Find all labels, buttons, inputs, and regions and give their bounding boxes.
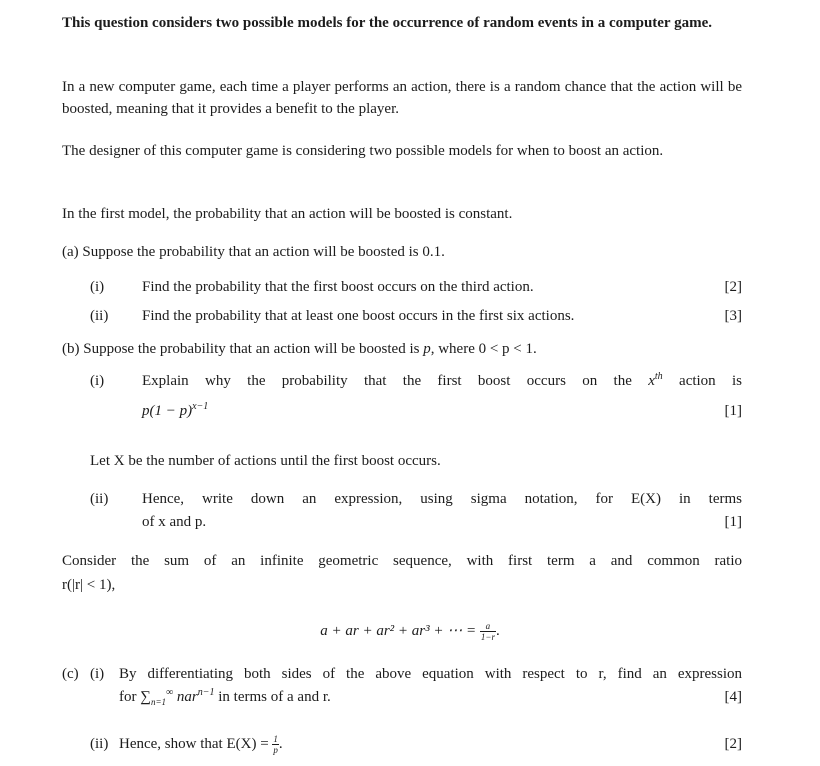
part-c-i-text: By differentiating both sides of the above equation with respect to r, find an expression: [119, 666, 742, 682]
part-c-ii-label: (ii): [90, 736, 109, 752]
part-b-i-marks: [1]: [724, 403, 742, 419]
part-c-i-label: (i): [90, 666, 105, 682]
part-a-ii-label: (ii): [90, 308, 109, 324]
part-b-i: [90, 370, 742, 392]
geo-equation-lhs: a + ar + ar² + ar³ + ⋯ =: [320, 623, 477, 639]
part-a-ii-text: Find the probability that at least one boost occurs in the first six actions.: [142, 308, 575, 324]
question-title: This question considers two possible models for the occurrence of random events in a computer game.: [62, 15, 712, 31]
part-b-ii: [90, 488, 742, 510]
part-b-i-formula-row: [90, 400, 742, 422]
part-b-i-label: (i): [90, 373, 105, 389]
intro-paragraph-2: The designer of this computer game is considering two possible models for when to boost an action.: [62, 143, 664, 159]
part-b-text: Suppose the probability that an action will be boosted is: [83, 341, 420, 357]
geo-equation-fraction: $\frac{a}{1-r}$: [480, 621, 495, 643]
part-c-ii-marks: [2]: [724, 736, 742, 752]
part-b-i-text: Explain why the probability that the first boost occurs on the $x^{th}$ action is: [142, 371, 743, 389]
part-a-ii: [90, 305, 742, 327]
part-a-label: (a): [62, 244, 79, 260]
part-b-ii-row2: [90, 511, 742, 533]
part-c-i-row2: [62, 686, 742, 708]
geo-equation: a + ar + ar² + ar³ + ⋯ = $\frac{a}{1-r}$ .: [320, 621, 500, 643]
part-b-label: (b): [62, 341, 80, 357]
part-b-stem: [62, 338, 537, 360]
part-a-i-label: (i): [90, 279, 105, 295]
part-a-i-marks: [2]: [724, 279, 742, 295]
part-b-tail: , where 0 < p < 1.: [430, 341, 537, 357]
part-b-ii-label: (ii): [90, 491, 109, 507]
intro-paragraph-1: In a new computer game, each time a player performs an action, there is a random chance that the action will be boosted, meaning that it provides a benefit to the player.: [62, 79, 742, 117]
part-c-i: [62, 663, 742, 685]
part-c-ii-text: Hence, show that E(X) = $\frac{1}{p}$ .: [119, 734, 283, 756]
part-c-label: (c): [62, 666, 79, 682]
part-a-text: Suppose the probability that an action will be boosted is 0.1.: [82, 244, 445, 260]
part-a-i-text: Find the probability that the first boost occurs on the third action.: [142, 279, 534, 295]
part-b-ii-text2: of x and p.: [142, 514, 207, 530]
part-c-i-marks: [4]: [724, 689, 742, 705]
geo-text-2: r(|r| < 1),: [62, 577, 116, 593]
part-b-i-formula: $p(1 - p)^{x-1}$: [142, 401, 209, 419]
part-b-ii-text: Hence, write down an expression, using sigma notation, for E(X) in terms: [142, 491, 742, 507]
part-b-p: p: [423, 341, 431, 357]
part-a-ii-marks: [3]: [724, 308, 742, 324]
part-a-i: [90, 276, 742, 298]
part-c-ii: [62, 733, 742, 755]
part-a-stem: [62, 241, 445, 263]
part-c-i-text2: for $\sum_{n=1}^\infty$ nar$^{n-1}$ in terms of a and r.: [119, 687, 331, 707]
geo-text-1: Consider the sum of an infinite geometric sequence, with first term a and common ratio: [62, 553, 742, 569]
part-b-ii-marks: [1]: [724, 514, 742, 530]
intro-paragraph-3: In the first model, the probability that an action will be boosted is constant.: [62, 206, 513, 222]
part-b-let-text: Let X be the number of actions until the first boost occurs.: [90, 453, 441, 469]
